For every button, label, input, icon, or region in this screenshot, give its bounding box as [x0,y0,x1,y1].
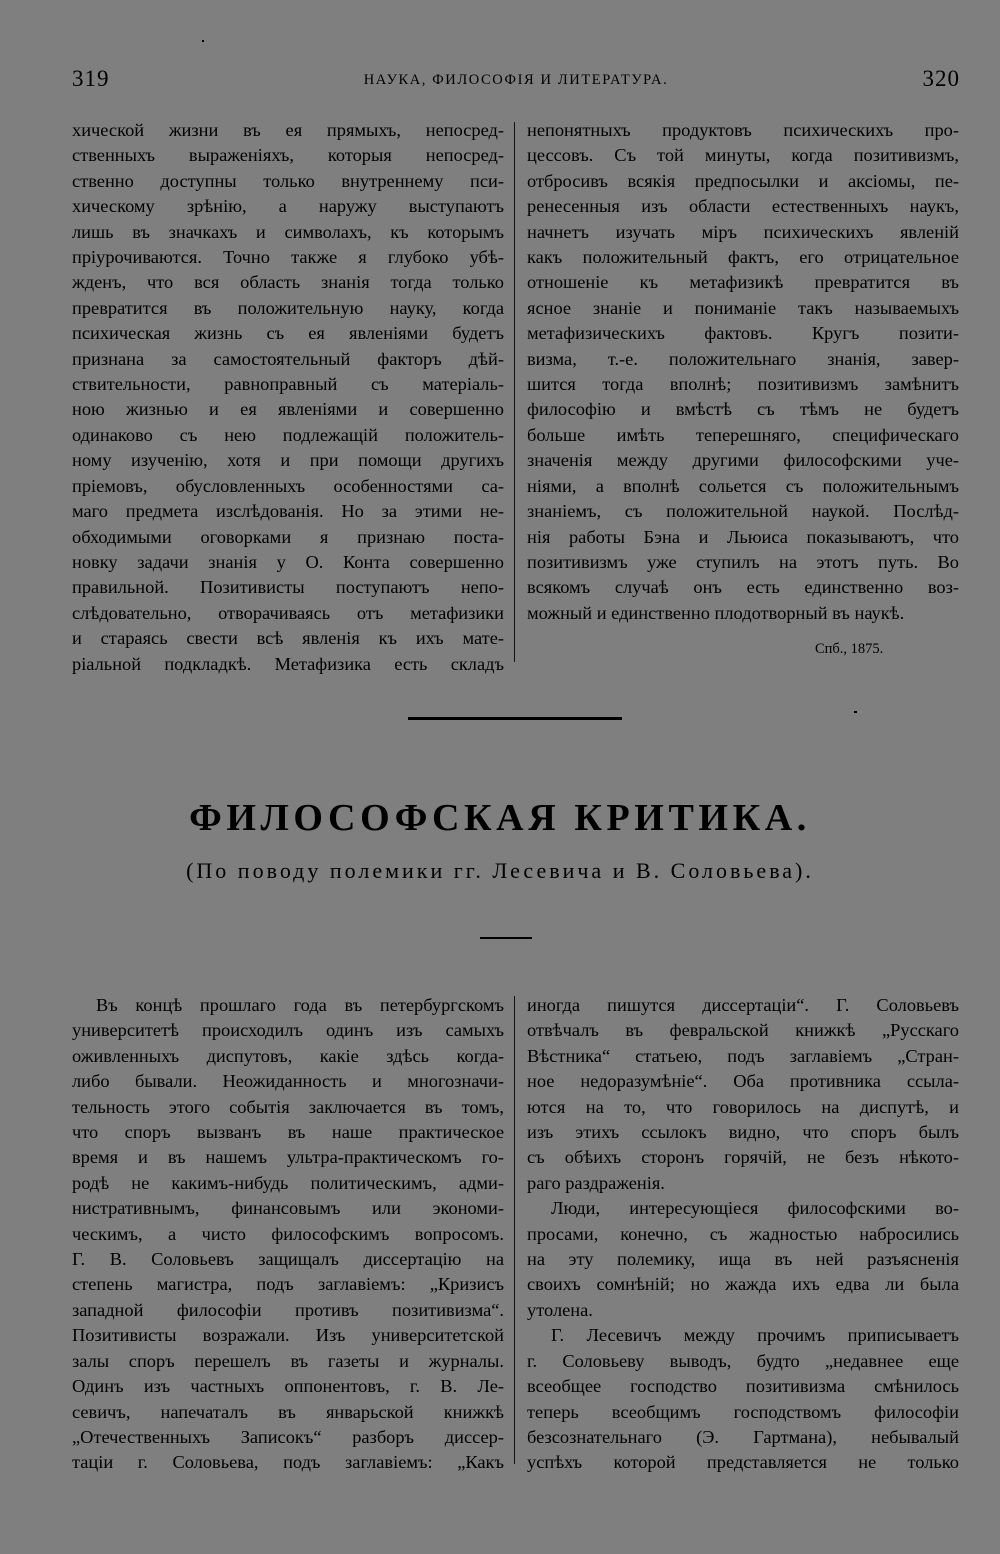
text-line: съ обѣихъ сторонъ горячій, не безъ нѣкото- [527,1147,959,1168]
text-line: иногда пишутся диссертаціи“. Г. Соловьевъ [527,995,959,1015]
text-line: севичъ, напечаталъ въ январьской книжкѣ [72,1401,504,1422]
article-subtitle: (По поводу полемики гг. Лесевича и В. Соловьева). [186,858,814,883]
text-line: нія работы Бэна и Льюиса показываютъ, что [527,526,959,547]
text-line: ственно доступны только внутреннему пси- [72,170,504,191]
text-line: шится тогда вполнѣ; позитивизмъ замѣнитъ [527,374,959,395]
top-left-column [72,118,504,677]
text-line: Г. В. Соловьевъ защищалъ диссертацію на [72,1249,504,1270]
scan-speck [854,711,857,713]
text-line: обходимыми оговорками я признаю поста- [72,526,504,547]
text-line: ріальной подкладкѣ. Метафизика есть складъ [72,653,504,674]
text-line: и стараясь свести всѣ явленія къ ихъ мате- [72,628,504,649]
section-separator-rule [408,717,622,720]
text-line: отбросивъ всякія предпосылки и аксіомы, пе- [527,170,959,191]
text-line: ческимъ, а чисто философскимъ вопросомъ. [72,1223,504,1244]
text-line: визма, т.-е. положительнаго знанія, завер- [527,348,959,369]
text-line: Вѣстника“ статьею, подъ заглавіемъ „Стран- [527,1045,959,1066]
text-line: хическому зрѣнію, а наружу выступаютъ [72,196,504,217]
title-separator-rule [480,937,532,939]
page-number-left: 319 [72,66,110,91]
text-line: всеобщее господство позитивизма смѣнилось [527,1376,959,1397]
text-line: позитивизмъ уже ступилъ на этотъ путь. Во [527,551,959,572]
text-line: либо бывали. Неожиданность и многозначи- [72,1071,504,1092]
text-line: безсознательнаго (Э. Гартмана), небывалый [527,1426,959,1447]
text-line: Одинъ изъ частныхъ оппонентовъ, г. В. Ле- [72,1376,504,1397]
text-line: новку задачи знанія у О. Конта совершенно [72,551,504,572]
text-line: жденъ, что вся область знанія тогда только [72,272,504,293]
text-line: оживленныхъ диспутовъ, какіе здѣсь когда- [72,1045,504,1066]
text-line: метафизическихъ фактовъ. Кругъ позити- [527,323,959,344]
text-line: Люди, интересующіеся философскими во- [551,1198,959,1219]
text-line: утолена. [527,1299,593,1320]
text-line: залы споръ перешелъ въ газеты и журналы. [72,1350,504,1371]
text-line: степень магистра, подъ заглавіемъ: „Кризисъ [72,1274,504,1295]
text-line: тельность этого событія заключается въ томъ, [72,1096,504,1117]
text-line: ются на то, что говорилось на диспутѣ, и [527,1096,959,1117]
text-line: Позитивисты возражали. Изъ университетской [72,1325,504,1346]
page-number-right: 320 [922,66,960,91]
text-line: успѣхъ которой представляется не только [527,1452,959,1473]
text-line: ніями, а вполнѣ сольется съ положительнымъ [527,475,959,496]
text-line: ное недоразумѣніе“. Оба противника ссыла- [527,1071,959,1092]
text-line: своихъ сомнѣній; но жажда ихъ едва ли была [527,1274,959,1295]
text-line: одинаково съ нею подлежащій положитель- [72,424,504,445]
text-line: какъ положительный фактъ, его отрицательное [527,247,959,268]
text-line: родѣ не какимъ-нибудь политическимъ, адми- [72,1172,504,1193]
text-line: теперь всеобщимъ господствомъ философіи [527,1401,959,1422]
text-line: больше имѣть теперешняго, специфическаго [527,424,959,445]
scan-speck [202,40,204,42]
bottom-left-column [72,993,504,1476]
text-line: таціи г. Соловьева, подъ заглавіемъ: „Какъ [72,1452,504,1473]
text-line: правильной. Позитивисты поступаютъ непо- [72,577,504,598]
text-line: начнетъ изучать міръ психическихъ явленій [527,221,959,242]
text-line: Г. Лесевичъ между прочимъ приписываетъ [551,1325,959,1346]
text-line: непонятныхъ продуктовъ психическихъ про- [527,120,959,140]
text-line: ному изученію, хотя и при помощи другихъ [72,450,504,471]
text-line: „Отечественныхъ Записокъ“ разборъ диссер- [72,1426,504,1447]
text-line: просами, конечно, съ жадностью набросились [527,1223,959,1244]
top-right-column [527,118,959,626]
text-line: что споръ вызванъ въ наше практическое [72,1122,504,1143]
text-line: западной философіи противъ позитивизма“. [72,1299,504,1320]
text-line: пріемовъ, обусловленныхъ особенностями са- [72,475,504,496]
text-line: хической жизни въ ея прямыхъ, непосред- [72,120,504,140]
column-divider [514,122,515,662]
text-line: университетѣ происходилъ одинъ изъ самыхъ [72,1020,504,1041]
text-line: маго предмета изслѣдованія. Но за этими не- [72,501,504,522]
text-line: психическая жизнь съ ея явленіями будетъ [72,323,504,344]
text-line: слѣдовательно, отворачиваясь отъ метафизики [72,602,504,623]
text-line: отношеніе къ метафизикѣ превратится въ [527,272,959,293]
column-divider [514,996,515,1464]
text-line: ренесенныя изъ области естественныхъ наукъ, [527,196,959,217]
bottom-right-column [527,993,959,1476]
text-line: изъ этихъ ссылокъ видно, что споръ былъ [527,1122,959,1143]
text-line: нистративнымъ, финансовымъ или экономи- [72,1198,504,1219]
text-line: ствительности, равноправный съ матеріаль- [72,374,504,395]
text-line: ясное знаніе и пониманіе такъ называемыхъ [527,297,959,318]
text-line: превратится въ положительную науку, когда [72,297,504,318]
text-line: раго раздраженія. [527,1172,665,1193]
text-line: философію и вмѣстѣ съ тѣмъ не будетъ [527,399,959,420]
text-line: всякомъ случаѣ онъ есть единственно воз- [527,577,959,598]
text-line: ственныхъ выраженіяхъ, которыя непосред- [72,145,504,166]
article-title: ФИЛОСОФСКАЯ КРИТИКА. [189,797,811,839]
text-line: отвѣчалъ въ февральской книжкѣ „Русскаго [527,1020,959,1041]
text-line: цессовъ. Съ той минуты, когда позитивизмъ, [527,145,959,166]
text-line: лишь въ значкахъ и символахъ, къ которымъ [72,221,504,242]
text-line: можный и единственно плодотворный въ наукѣ. [527,602,905,623]
text-line: пріурочиваются. Точно также я глубоко убѣ- [72,247,504,268]
text-line: время и въ нашемъ ультра-практическомъ го- [72,1147,504,1168]
text-line: на эту полемику, ища въ ней разъясненія [527,1249,959,1270]
text-line: признана за самостоятельный факторъ дѣй- [72,348,504,369]
text-line: знаніемъ, съ положительной наукой. Послѣд- [527,501,959,522]
text-line: значенія между другими философскими уче- [527,450,959,471]
running-header [72,66,960,98]
running-title: НАУКА, ФИЛОСОФІЯ И ЛИТЕРАТУРА. [363,72,669,88]
signature-place-date: Спб., 1875. [815,641,884,657]
text-line: г. Соловьеву выводъ, будто „недавнее еще [527,1350,959,1371]
text-line: ною жизнью и ея явленіями и совершенно [72,399,504,420]
text-line: Въ концѣ прошлаго года въ петербургскомъ [96,995,504,1015]
